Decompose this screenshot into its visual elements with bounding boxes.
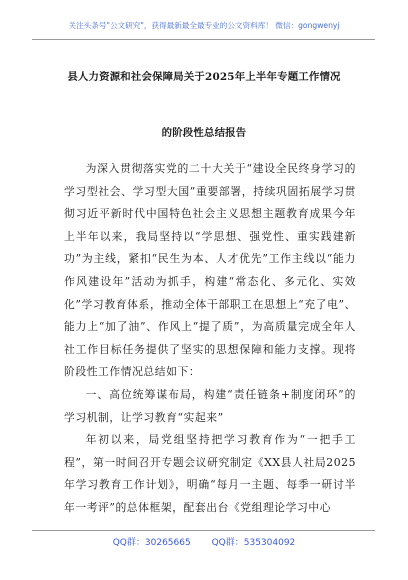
footer-contact xyxy=(0,535,408,548)
section-heading-1: 一、高位统筹谋布局，构建“责任链条+制度闭环”的学习机制，让学习教育“实起来” xyxy=(64,387,356,424)
document-body xyxy=(64,158,356,520)
document-title-line-1: 县人力资源和社会保障局关于2025年上半年专题工作情况 xyxy=(67,71,341,83)
header-divider xyxy=(32,39,375,40)
body-paragraph-intro: 为深入贯彻落实党的二十大关于“建设全民终身学习的学习型社会、学习型大国”重要部署，持续巩固拓展学习贯彻习近平新时代中国特色社会主义思想主题教育成果今年上半年以来，我局坚持以“学思想、强党性、重实践建新功”为主线，紧扣“民生为本、人才优先”工作主线以“能力作风建设年”活动为抓手，构建“常态化、多元化、实效化”学习教育体系，推动全体干部职工在思想上“充了电”、能力上“加了油”、作风上“提了质”，为高质量完成全年人社工作目标任务提供了坚实的思想保障和能力支撑。现将阶段性工作情况总结如下： xyxy=(64,162,356,379)
header-banner: 关注头条号"公文研究"，获得最新最全最专业的公文资料库！ 微信：gongwenyj xyxy=(68,21,340,30)
body-paragraph-2: 年初以来，局党组坚持把学习教育作为“一把手工程”，第一时间召开专题会议研究制定《XX县人社局2025年学习教育工作计划》，明确“每月一主题、每季一研讨半年一考评”的总体框架，配套出台《党组理论学习中心 xyxy=(64,433,356,514)
document-title-line-2: 的阶段性总结报告 xyxy=(161,127,247,139)
footer-divider xyxy=(32,530,375,531)
footer-qq-group-2: QQ群：535304092 xyxy=(211,538,296,548)
footer-qq-group-1: QQ群：30265665 xyxy=(112,538,191,548)
